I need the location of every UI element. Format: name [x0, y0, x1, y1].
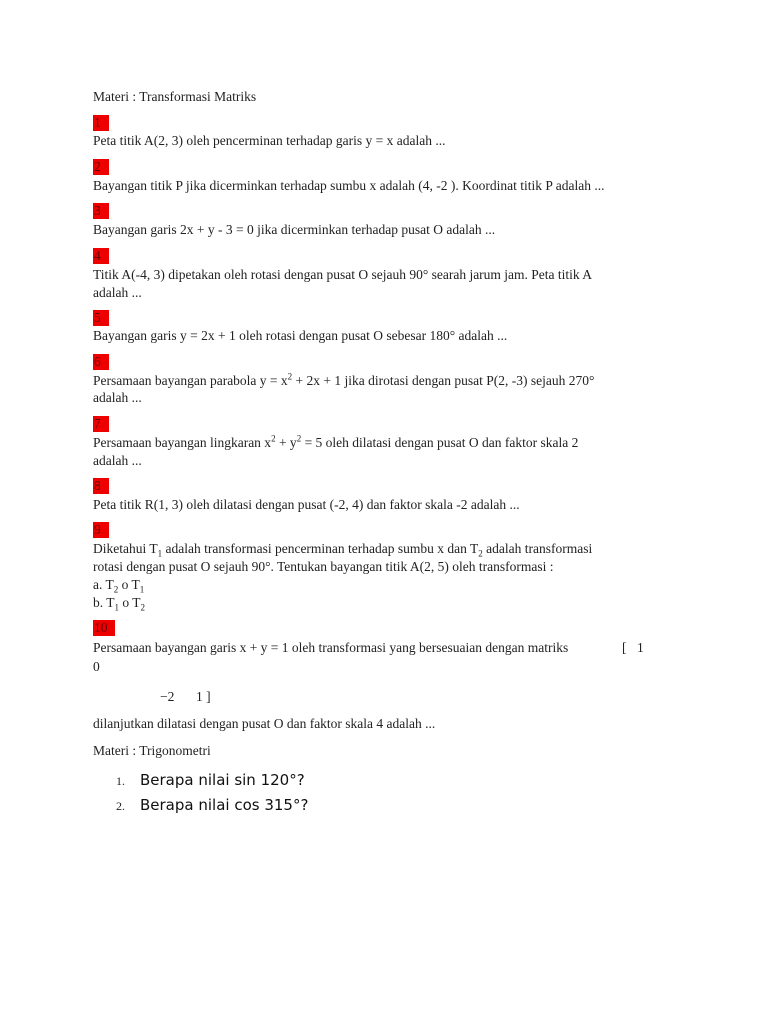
- trig-question-1: [116, 771, 305, 790]
- matrix-entry-1-2: 0: [93, 659, 100, 674]
- question-number-5: 5: [93, 310, 109, 326]
- question-number-9: 9: [93, 522, 109, 538]
- question-number-1: 1: [93, 115, 109, 131]
- matrix-bracket-open: [: [622, 640, 627, 655]
- question-3-text: Bayangan garis 2x + y - 3 = 0 jika dicerminkan terhadap pusat O adalah ...: [93, 222, 496, 237]
- question-6-line-1: Persamaan bayangan parabola $y = x^2 + 2x + 1$ jika dirotasi dengan pusat P(2, -3) sejauh 270°: [93, 371, 595, 388]
- question-10-line-2: dilanjutkan dilatasi dengan pusat O dan faktor skala 4 adalah ...: [93, 716, 436, 731]
- question-number-7: 7: [93, 416, 109, 432]
- question-number-2: 2: [93, 159, 109, 175]
- question-number-4: 4: [93, 248, 109, 264]
- question-7-line-1: Persamaan bayangan lingkaran $x^2 + y^2 = 5$ oleh dilatasi dengan pusat O dan faktor skala 2: [93, 433, 579, 450]
- trig-question-text: Berapa nilai cos 315°?: [140, 796, 309, 814]
- question-9-option-a: a. $T_2$ o $T_1$: [93, 577, 145, 595]
- question-number-6: 6: [93, 354, 109, 370]
- question-6-line-2: adalah ...: [93, 390, 142, 405]
- list-marker: 2.: [116, 799, 125, 813]
- question-9-line-2: rotasi dengan pusat O sejauh 90°. Tentukan bayangan titik A(2, 5) oleh transformasi :: [93, 559, 554, 574]
- question-2-text: Bayangan titik P jika dicerminkan terhadap sumbu x adalah (4, -2 ). Koordinat titik P adalah ...: [93, 178, 605, 193]
- trig-question-text: Berapa nilai sin 120°?: [140, 771, 305, 789]
- question-1-text: Peta titik A(2, 3) oleh pencerminan terhadap garis y = x adalah ...: [93, 133, 446, 148]
- question-number-10: 10: [93, 620, 115, 636]
- section-heading-transformasi: Materi : Transformasi Matriks: [93, 89, 257, 104]
- matrix-entry-2-1: −2: [160, 689, 175, 704]
- matrix-entry-1-1: 1: [637, 640, 644, 655]
- question-4-line-1: Titik A(-4, 3) dipetakan oleh rotasi dengan pusat O sejauh 90° searah jarum jam. Peta titik A: [93, 267, 593, 282]
- question-number-8: 8: [93, 478, 109, 494]
- question-5-text: Bayangan garis y = 2x + 1 oleh rotasi dengan pusat O sebesar 180° adalah ...: [93, 328, 508, 343]
- question-4-line-2: adalah ...: [93, 285, 142, 300]
- question-9-line-1: Diketahui $T_1$ adalah transformasi pencerminan terhadap sumbu x dan $T_2$ adalah transformasi: [93, 541, 593, 559]
- question-9-option-b: b. $T_1$ o $T_2$: [93, 595, 146, 613]
- question-number-3: 3: [93, 203, 109, 219]
- list-marker: 1.: [116, 774, 125, 788]
- section-heading-trigonometri: Materi : Trigonometri: [93, 743, 211, 758]
- question-10-line-1: Persamaan bayangan garis x + y = 1 oleh transformasi yang bersesuaian dengan matriks: [93, 640, 569, 655]
- question-7-line-2: adalah ...: [93, 453, 142, 468]
- matrix-entry-2-2: 1 ]: [196, 689, 211, 704]
- trig-question-2: [116, 796, 308, 815]
- question-8-text: Peta titik R(1, 3) oleh dilatasi dengan pusat (-2, 4) dan faktor skala -2 adalah ...: [93, 497, 520, 512]
